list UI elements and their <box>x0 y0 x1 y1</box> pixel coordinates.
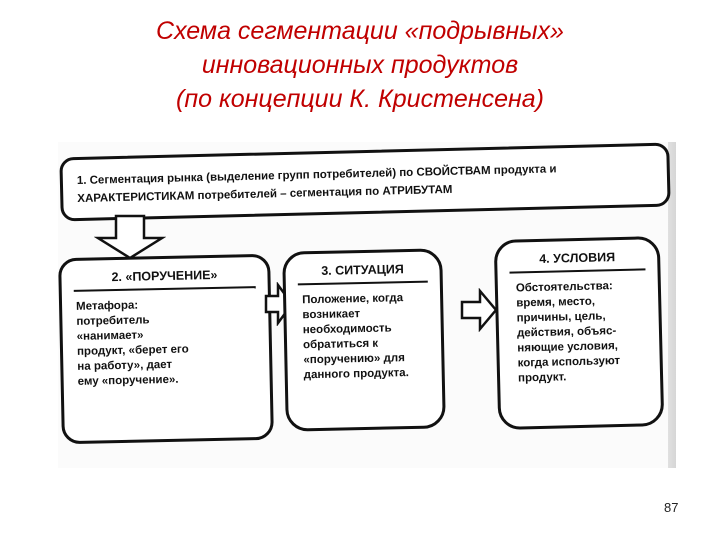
page-number: 87 <box>664 500 679 515</box>
conditions-box <box>494 236 665 430</box>
situation-box <box>282 248 446 431</box>
situation-text: Положение, когда возникает необходимость обратиться к «поручению» для данного продукта. <box>302 292 409 382</box>
conditions-heading-underline <box>509 268 645 273</box>
title-line-2: инновационных продуктов <box>201 51 519 79</box>
job-heading-underline <box>74 286 256 292</box>
slide-title <box>40 14 680 116</box>
conditions-text: Обстоятельства: время, место, причины, цель, действия, объяс- няющие условия, когда используют продукт. <box>515 280 621 385</box>
title-line-3: (по концепции К. Кристенсена) <box>176 85 544 113</box>
right-arrow-2 <box>460 288 498 332</box>
segmentation-line-2: ХАРАКТЕРИСТИКАМ потребителей – сегментация по АТРИБУТАМ <box>77 183 453 206</box>
title-line-1: Схема сегментации «подрывных» <box>156 17 564 45</box>
job-text: Метафора: потребитель «нанимает» продукт, «берет его на работу», дает ему «поручение». <box>75 299 189 388</box>
situation-heading: 3. СИТУАЦИЯ <box>321 262 404 278</box>
situation-heading-underline <box>298 281 428 286</box>
job-box <box>58 254 274 444</box>
conditions-heading: 4. УСЛОВИЯ <box>539 250 616 266</box>
segmentation-line-1: 1. Сегментация рынка (выделение групп потребителей) по СВОЙСТВАМ продукта и <box>76 163 557 188</box>
down-arrow <box>94 214 166 260</box>
job-heading: 2. «ПОРУЧЕНИЕ» <box>111 267 218 285</box>
